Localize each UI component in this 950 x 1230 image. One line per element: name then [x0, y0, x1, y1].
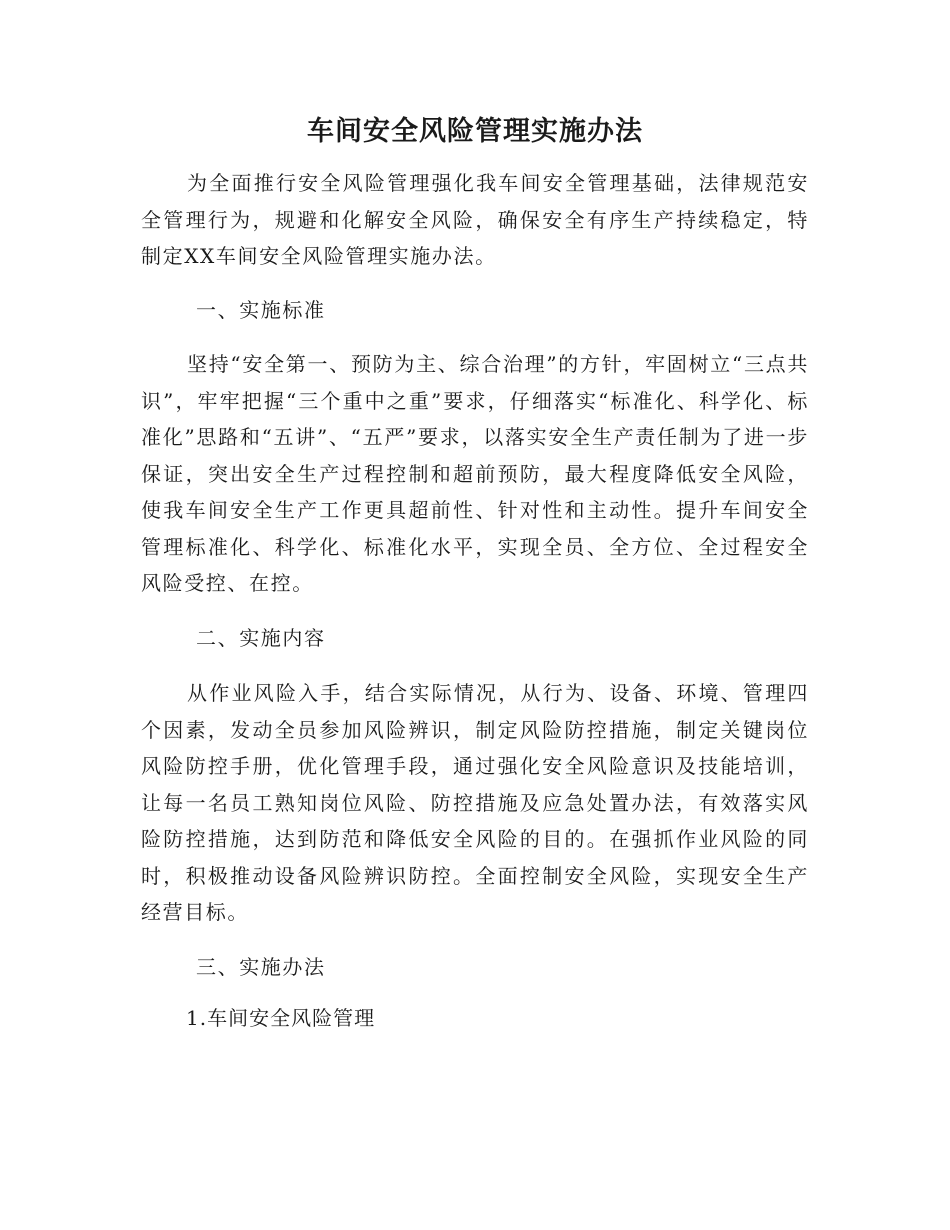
section-body-1: 坚持“安全第一、预防为主、综合治理”的方针，牢固树立“三点共识”，牢牢把握“三个重中之重”要求，仔细落实“标准化、科学化、标准化”思路和“五讲”、“五严”要求，以落实安全生产责任制为了进一步保证，突出安全生产过程控制和超前预防，最大程度降低安全风险，使我车间安全生产工作更具超前性、针对性和主动性。提升车间安全管理标准化、科学化、标准化水平，实现全员、全方位、全过程安全风险受控、在控。: [141, 352, 809, 595]
section-heading-3: 三、实施办法: [196, 955, 326, 979]
section-heading-1: 一、实施标准: [196, 298, 326, 322]
intro-paragraph: 为全面推行安全风险管理强化我车间安全管理基础，法律规范安全管理行为，规避和化解安全风险，确保安全有序生产持续稳定，特制定XX车间安全风险管理实施办法。: [141, 171, 809, 268]
document-title: 车间安全风险管理实施办法: [307, 116, 643, 147]
section-body-2: 从作业风险入手，结合实际情况，从行为、设备、环境、管理四个因素，发动全员参加风险辨识，制定风险防控措施，制定关键岗位风险防控手册，优化管理手段，通过强化安全风险意识及技能培训，让每一名员工熟知岗位风险、防控措施及应急处置办法，有效落实风险防控措施，达到防范和降低安全风险的目的。在强抓作业风险的同时，积极推动设备风险辨识防控。全面控制安全风险，实现安全生产经营目标。: [141, 681, 809, 924]
subsection-heading-1: 1.车间安全风险管理: [186, 1006, 376, 1030]
section-heading-2: 二、实施内容: [196, 626, 326, 650]
